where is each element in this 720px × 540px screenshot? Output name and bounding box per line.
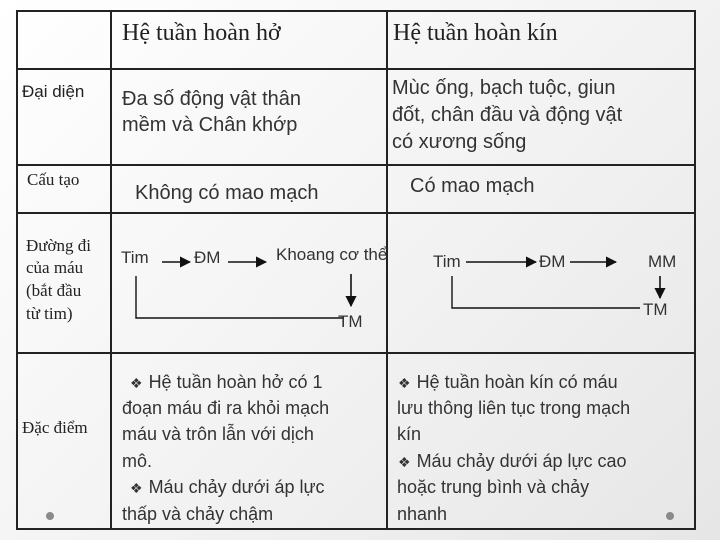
closed-vein-label: TM <box>643 300 668 319</box>
row-label-blood-path-3: (bắt đầu <box>26 281 82 300</box>
closed-feature-text-1: Hệ tuần hoàn kín có máu <box>416 372 618 392</box>
closed-representative-line-3: có xương sống <box>392 131 527 153</box>
open-representative-line-1: Đa số động vật thân <box>122 88 302 110</box>
decorative-dot-right <box>666 512 674 520</box>
open-representative-line-2: mềm và Chân khớp <box>122 114 298 136</box>
open-feature-line-3: máu và trôn lẫn với dịch <box>122 424 314 444</box>
open-feature-line-4: mô. <box>122 451 153 471</box>
closed-feature-line-3: kín <box>397 424 422 444</box>
closed-structure: Có mao mạch <box>410 175 535 197</box>
row-label-structure: Cấu tạo <box>27 170 80 189</box>
open-feature-line-6: thấp và chảy chậm <box>122 504 274 524</box>
row-label-representative: Đại diện <box>22 82 85 101</box>
closed-representative-line-2: đốt, chân đầu và động vật <box>392 104 623 126</box>
closed-feature-line-6: nhanh <box>397 504 448 524</box>
closed-feature-line-2: lưu thông liên tục trong mạch <box>397 398 631 418</box>
decorative-dot-left <box>46 512 54 520</box>
diamond-bullet-icon: ❖ <box>398 375 411 391</box>
open-vein-label: TM <box>338 312 363 331</box>
open-feature-line-2: đoạn máu đi ra khỏi mạch <box>122 398 330 418</box>
diamond-bullet-icon: ❖ <box>398 454 411 470</box>
open-structure: Không có mao mạch <box>135 182 319 204</box>
closed-feature-line-1 <box>398 369 618 397</box>
closed-feature-line-5: hoặc trung bình và chảy <box>397 477 590 497</box>
open-feature-text-5: Máu chảy dưới áp lực <box>148 477 325 497</box>
closed-representative-line-1: Mùc ống, bạch tuộc, giun <box>392 77 616 99</box>
closed-capillary-label: MM <box>648 252 677 271</box>
header-open-circulation: Hệ tuần hoàn hở <box>122 20 281 46</box>
open-return-path <box>136 276 344 318</box>
row-label-blood-path-1: Đường đi <box>26 236 91 255</box>
closed-artery-label: ĐM <box>539 252 566 271</box>
closed-return-path <box>452 276 640 308</box>
closed-heart-label: Tim <box>433 252 461 271</box>
diamond-bullet-icon: ❖ <box>130 480 143 496</box>
open-feature-text-1: Hệ tuần hoàn hở có 1 <box>148 372 323 392</box>
open-heart-label: Tim <box>121 248 149 267</box>
header-closed-circulation: Hệ tuần hoàn kín <box>393 20 558 46</box>
open-cavity-label: Khoang cơ thể <box>276 245 388 264</box>
open-artery-label: ĐM <box>194 248 221 267</box>
diamond-bullet-icon: ❖ <box>130 375 143 391</box>
closed-feature-text-4: Máu chảy dưới áp lực cao <box>416 451 627 471</box>
open-feature-line-5 <box>130 474 325 502</box>
open-feature-line-1 <box>130 369 323 397</box>
row-label-features: Đặc điểm <box>22 418 88 437</box>
row-label-blood-path-4: từ tim) <box>26 304 73 323</box>
row-label-blood-path-2: của máu <box>26 258 84 277</box>
closed-feature-line-4 <box>398 448 627 476</box>
